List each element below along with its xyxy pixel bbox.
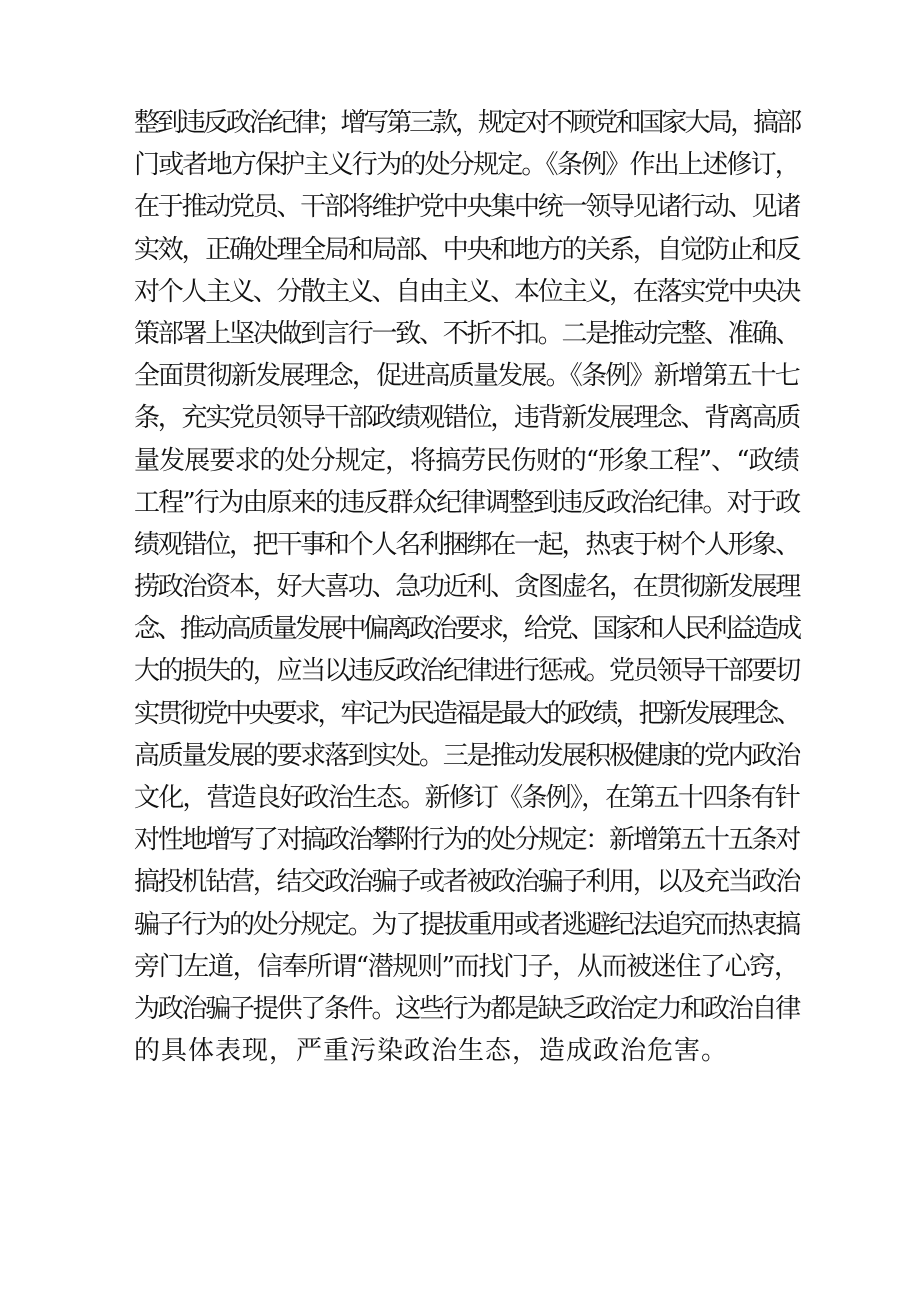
body-paragraph [134, 102, 800, 1072]
text-line: 文化，营造良好政治生态。新修订《条例》，在第五十四条有针 [134, 783, 800, 813]
text-line: 旁门左道，信奉所谓“潜规则”而找门子，从而被迷住了心窍， [134, 951, 799, 982]
text-line: 门或者地方保护主义行为的处分规定。《条例》作出上述修订， [134, 150, 800, 181]
text-line: 念、推动高质量发展中偏离政治要求，给党、国家和人民利益造成 [134, 614, 800, 645]
text-line: 捞政治资本，好大喜功、急功近利、贪图虚名，在贯彻新发展理 [134, 572, 800, 603]
text-line: 策部署上坚决做到言行一致、不折不扣。二是推动完整、准确、 [134, 318, 800, 349]
text-line: 高质量发展的要求落到实处。三是推动发展积极健康的党内政治 [134, 740, 800, 771]
text-line: 搞投机钻营，结交政治骗子或者被政治骗子利用，以及充当政治 [134, 867, 800, 898]
text-line: 大的损失的，应当以违反政治纪律进行惩戒。党员领导干部要切 [134, 656, 800, 687]
text-line: 工程”行为由原来的违反群众纪律调整到违反政治纪律。对于政 [134, 487, 800, 518]
text-line: 条，充实党员领导干部政绩观错位，违背新发展理念、背离高质 [134, 403, 800, 434]
text-line: 整到违反政治纪律；增写第三款，规定对不顾党和国家大局，搞部 [134, 108, 800, 138]
text-line: 实效，正确处理全局和局部、中央和地方的关系，自觉防止和反 [134, 234, 800, 265]
text-line: 绩观错位，把干事和个人名利捆绑在一起，热衷于树个人形象、 [134, 529, 800, 560]
text-line: 对性地增写了对搞政治攀附行为的处分规定：新增第五十五条对 [134, 825, 800, 856]
text-line: 实贯彻党中央要求，牢记为民造福是最大的政绩，把新发展理念、 [134, 698, 800, 729]
text-line: 骗子行为的处分规定。为了提拔重用或者逃避纪法追究而热衷搞 [134, 909, 800, 940]
text-line: 的具体表现，严重污染政治生态，造成政治危害。 [134, 1036, 729, 1067]
text-line: 量发展要求的处分规定，将搞劳民伤财的“形象工程”、“政绩 [134, 445, 799, 476]
text-line: 为政治骗子提供了条件。这些行为都是缺乏政治定力和政治自律 [134, 993, 800, 1024]
text-line: 全面贯彻新发展理念，促进高质量发展。《条例》新增第五十七 [134, 361, 800, 392]
text-line: 对个人主义、分散主义、自由主义、本位主义，在落实党中央决 [134, 276, 800, 307]
text-line: 在于推动党员、干部将维护党中央集中统一领导见诸行动、见诸 [134, 192, 800, 223]
